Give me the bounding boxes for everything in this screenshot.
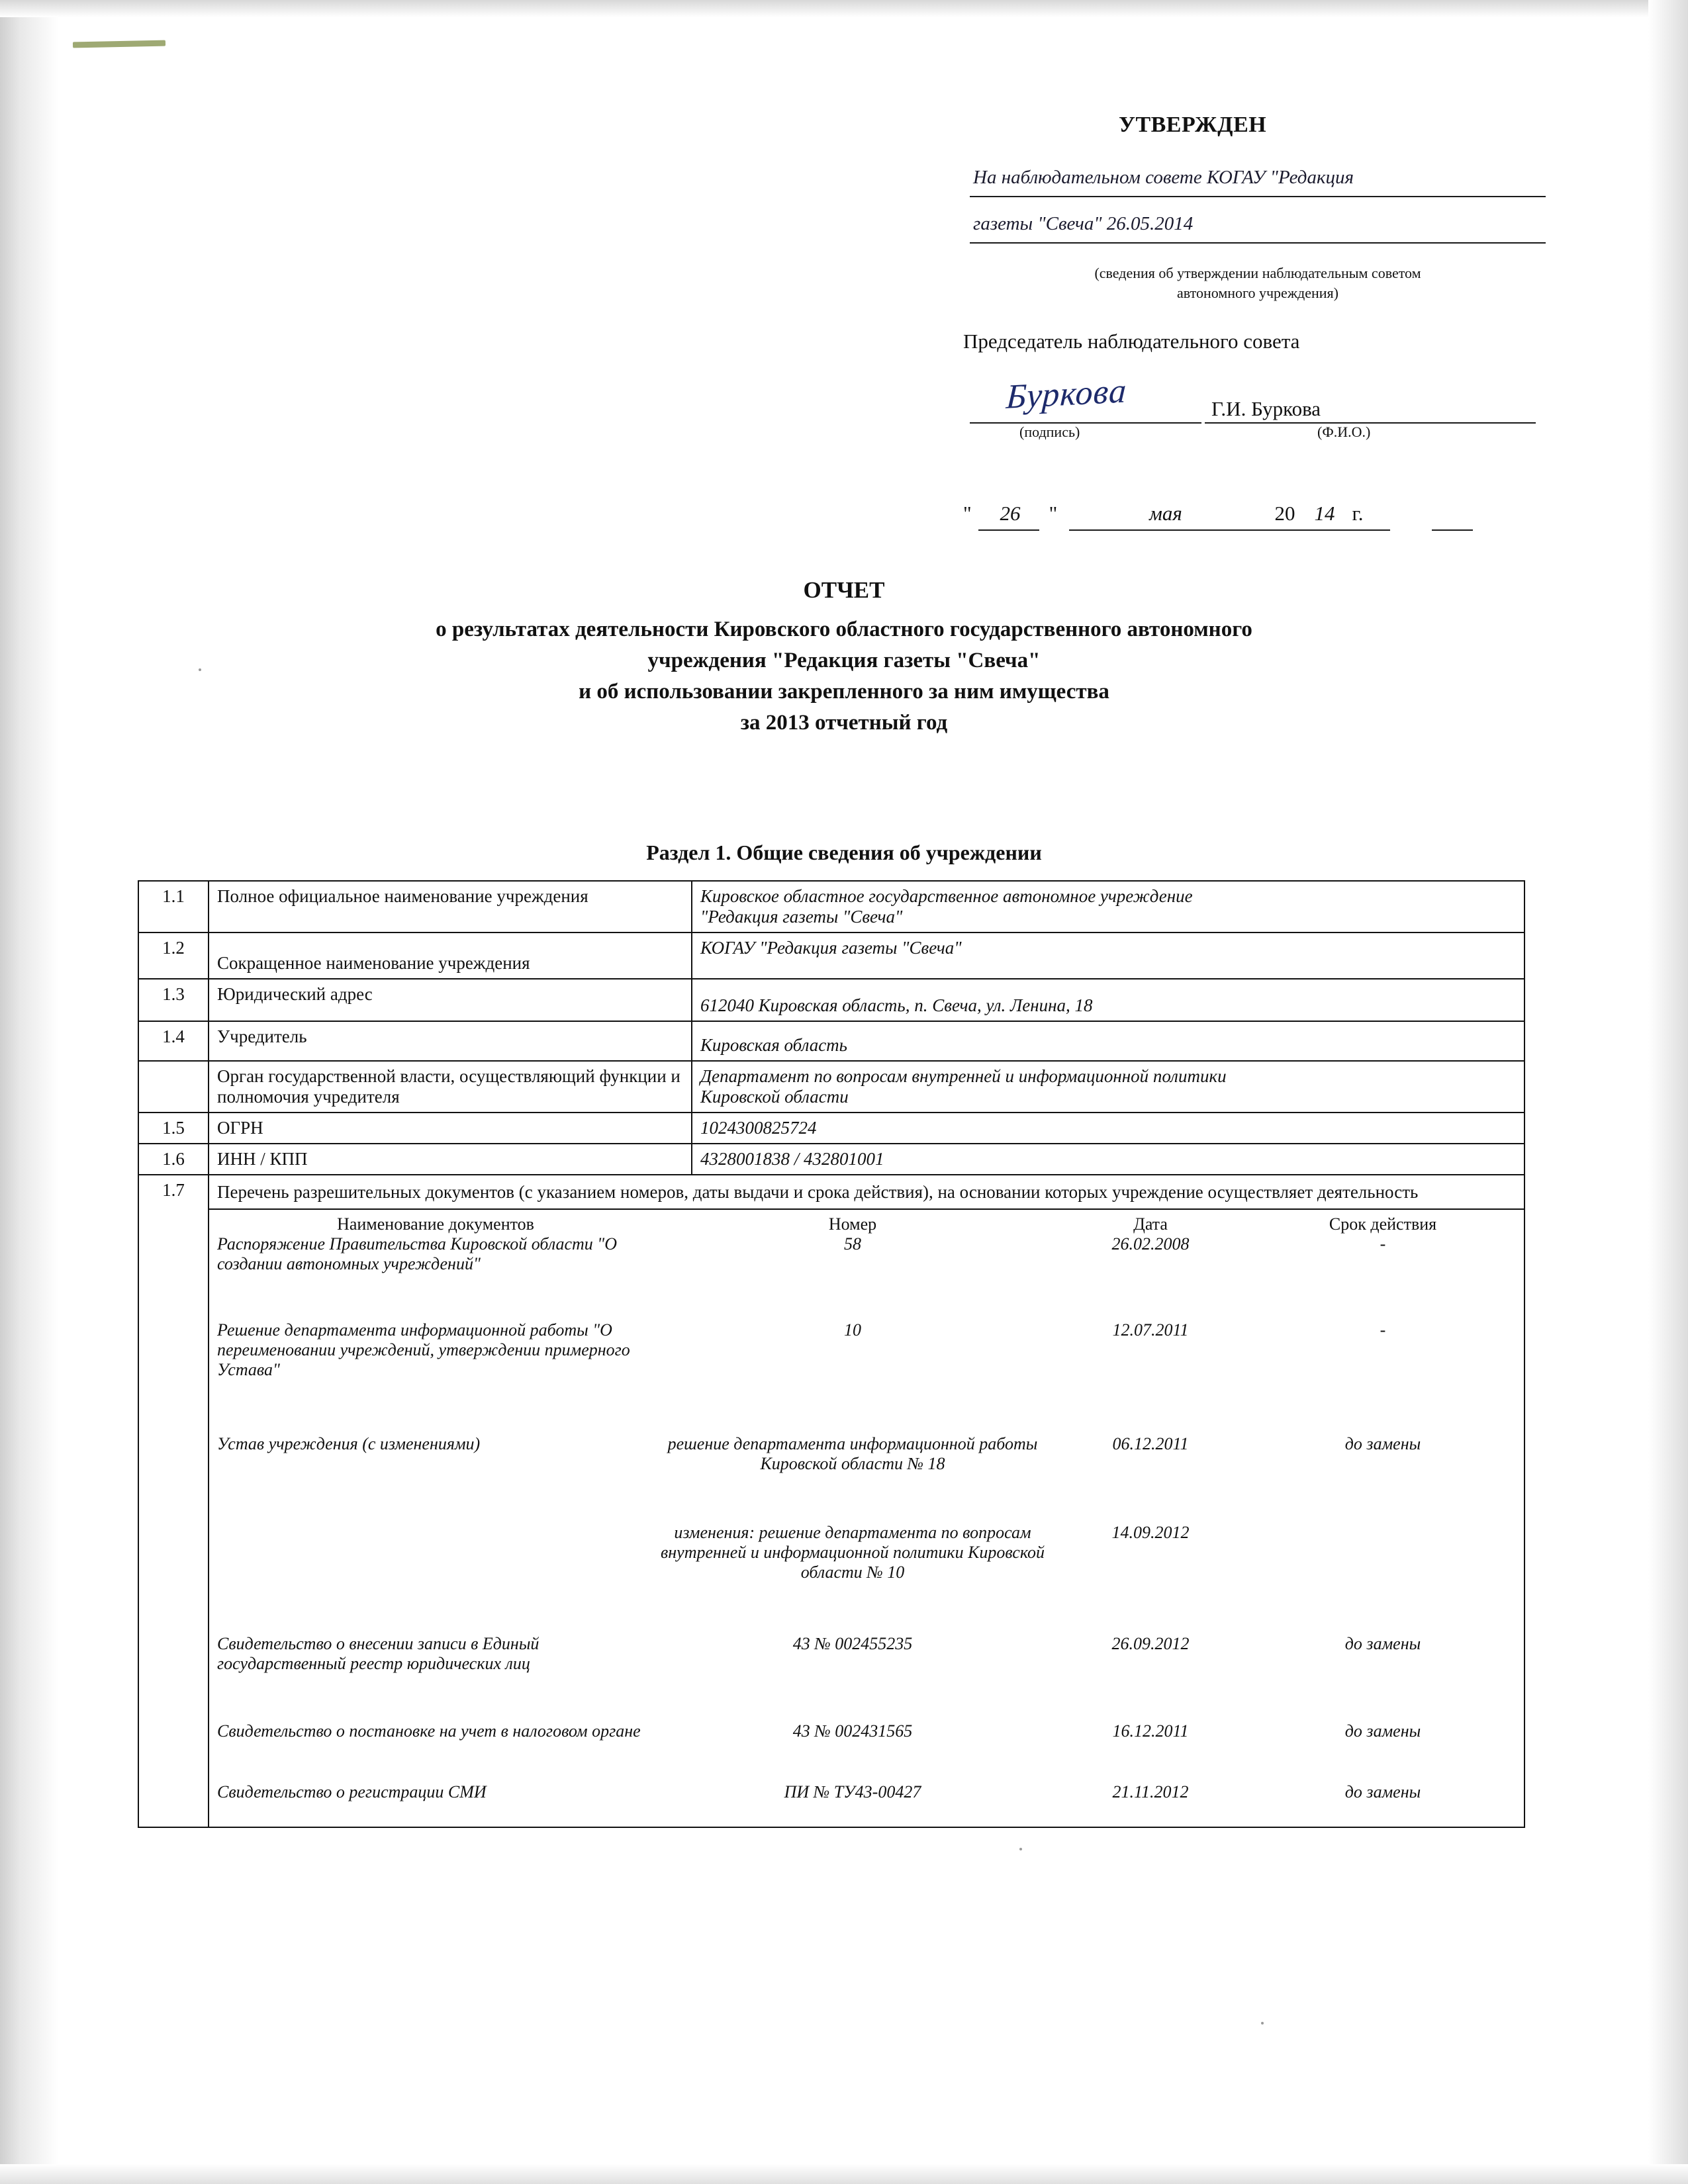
approval-caption: [993, 263, 1523, 303]
table-row: [138, 1113, 1524, 1144]
date-year-rule: [1432, 529, 1473, 531]
row-label-1-5: ОГРН: [209, 1113, 692, 1144]
row-number-1-3: 1.3: [138, 979, 209, 1021]
row-label-1-4b: Орган государственной власти, осуществляющий функции и полномочия учредителя: [209, 1061, 692, 1113]
permit-number: 43 № 002431565: [792, 1721, 913, 1741]
permit-number: 10: [844, 1320, 861, 1340]
date-year-prefix: 20: [1274, 502, 1295, 525]
row-number-1-5: 1.5: [138, 1113, 209, 1144]
signature-caption: (подпись): [1019, 424, 1080, 440]
row-value-1-5: 1024300825724: [692, 1113, 1524, 1144]
fio-caption: (Ф.И.О.): [1317, 424, 1371, 440]
permit-name: Решение департамента информационной работы "О переименовании учреждений, утверждении примерного Устава": [217, 1320, 630, 1379]
approval-rule-1: [970, 196, 1546, 197]
permit-name: Свидетельство о регистрации СМИ: [217, 1782, 487, 1801]
table-row: [138, 881, 1524, 933]
permit-term: до замены: [1344, 1721, 1421, 1741]
row-value-1-4b: [692, 1061, 1524, 1113]
row-value-1-1-line-1: Кировское областное государственное автономное учреждение: [700, 886, 1193, 906]
approval-caption-line-2: автономного учреждения): [1177, 285, 1338, 301]
section-1-title: Раздел 1. Общие сведения об учреждении: [646, 841, 1042, 864]
date-day-rule: [978, 529, 1039, 531]
row-label-1-6: ИНН / КПП: [209, 1144, 692, 1175]
approval-date-row: [963, 502, 1371, 525]
date-day: 26: [1000, 502, 1021, 525]
permit-date: 12.07.2011: [1112, 1320, 1189, 1340]
permits-table: [217, 1214, 1516, 1822]
scan-speck: [1019, 1848, 1022, 1850]
permits-col-number: Номер: [828, 1214, 877, 1234]
permit-name: Распоряжение Правительства Кировской области "О создании автономных учреждений": [217, 1234, 617, 1273]
permit-date: 06.12.2011: [1112, 1434, 1189, 1453]
row-value-1-2: КОГАУ "Редакция газеты "Свеча": [692, 933, 1524, 979]
handwritten-signature: Бурковa: [1005, 372, 1128, 416]
approval-caption-line-1: (сведения об утверждении наблюдательным советом: [1094, 265, 1421, 281]
row-label-1-1: Полное официальное наименование учреждения: [209, 881, 692, 933]
date-month: мая: [1149, 502, 1182, 525]
table-row: [138, 1061, 1524, 1113]
permits-row: [217, 1434, 1516, 1523]
row-value-1-6: 4328001838 / 432801001: [692, 1144, 1524, 1175]
permit-name: Свидетельство о постановке на учет в налоговом органе: [217, 1721, 641, 1741]
row-label-1-3: Юридический адрес: [209, 979, 692, 1021]
row-value-1-4b-line-2: Кировской области: [700, 1087, 849, 1107]
row-label-1-4: Учредитель: [209, 1021, 692, 1061]
approved-title: УТВЕРЖДЕН: [1119, 113, 1267, 137]
approval-council-line-1: На наблюдательном совете КОГАУ "Редакция: [973, 167, 1354, 188]
permits-row: [217, 1721, 1516, 1782]
permit-term: -: [1380, 1320, 1386, 1340]
date-year-suffix: 14: [1314, 502, 1335, 525]
approval-rule-2: [970, 242, 1546, 244]
permits-row: [217, 1234, 1516, 1320]
permits-row: [217, 1634, 1516, 1721]
date-quote-close: ": [1049, 502, 1058, 525]
date-quote-open: ": [963, 502, 972, 525]
report-subtitle-line-2: учреждения "Редакция газеты "Свеча": [647, 649, 1041, 672]
row-number-1-7-spacer: [138, 1209, 209, 1827]
chairman-fio: Г.И. Буркова: [1211, 397, 1321, 420]
row-number-1-1: 1.1: [138, 881, 209, 933]
permits-col-term: Срок действия: [1329, 1214, 1437, 1234]
table-row: [138, 1209, 1524, 1827]
approval-council-line-2: газеты "Свеча" 26.05.2014: [973, 213, 1194, 234]
row-value-1-4b-line-1: Департамент по вопросам внутренней и информационной политики: [700, 1066, 1227, 1086]
permit-number: изменения: решение департамента по вопросам внутренней и информационной политики Кировской области № 10: [660, 1523, 1045, 1582]
report-title: ОТЧЕТ: [803, 577, 885, 603]
report-subtitle-line-1: о результатах деятельности Кировского областного государственного автономного: [436, 617, 1252, 641]
table-row: [138, 1144, 1524, 1175]
permits-row: [217, 1782, 1516, 1822]
date-month-rule: [1069, 529, 1390, 531]
scan-speck: [1261, 2022, 1264, 2025]
row-label-1-2: Сокращенное наименование учреждения: [209, 933, 692, 979]
row-header-1-7: Перечень разрешительных документов (с указанием номеров, даты выдачи и срока действия), на основании которых учреждение осуществляет деятельность: [209, 1175, 1524, 1209]
permit-name: Устав учреждения (с изменениями): [217, 1434, 481, 1453]
permits-row: [217, 1320, 1516, 1434]
permit-number: ПИ № ТУ43-00427: [784, 1782, 921, 1801]
permit-term: до замены: [1344, 1782, 1421, 1801]
table-row: [138, 979, 1524, 1021]
general-info-table: [138, 880, 1525, 1828]
permits-col-name: Наименование документов: [337, 1214, 534, 1234]
permit-number: 58: [844, 1234, 861, 1253]
table-row: [138, 1021, 1524, 1061]
permit-term: до замены: [1344, 1634, 1421, 1653]
report-subtitle: [179, 614, 1509, 739]
permit-term: -: [1380, 1234, 1386, 1253]
permit-number: 43 № 002455235: [792, 1634, 913, 1653]
row-number-1-7: 1.7: [138, 1175, 209, 1209]
row-number-1-4b: [138, 1061, 209, 1113]
row-number-1-2: 1.2: [138, 933, 209, 979]
table-row: [138, 1175, 1524, 1209]
row-value-1-1-line-2: "Редакция газеты "Свеча": [700, 907, 903, 927]
chairman-label: Председатель наблюдательного совета: [963, 330, 1300, 353]
permit-date: 16.12.2011: [1112, 1721, 1189, 1741]
permits-header-row: [217, 1214, 1516, 1234]
signature-rule: [970, 422, 1201, 424]
permits-col-date: Дата: [1133, 1214, 1168, 1234]
row-value-1-4: Кировская область: [692, 1021, 1524, 1061]
report-subtitle-line-4: за 2013 отчетный год: [740, 711, 948, 735]
permit-name: Свидетельство о внесении записи в Единый государственный реестр юридических лиц: [217, 1634, 539, 1673]
permit-date: 14.09.2012: [1111, 1523, 1190, 1542]
row-number-1-6: 1.6: [138, 1144, 209, 1175]
permit-number: решение департамента информационной работы Кировской области № 18: [667, 1434, 1038, 1473]
row-number-1-4: 1.4: [138, 1021, 209, 1061]
permit-term: до замены: [1344, 1434, 1421, 1453]
permit-date: 26.02.2008: [1111, 1234, 1190, 1253]
scan-speck: [199, 668, 201, 671]
date-year-unit: г.: [1352, 502, 1364, 525]
report-subtitle-line-3: и об использовании закрепленного за ним имущества: [579, 680, 1109, 704]
permit-date: 21.11.2012: [1112, 1782, 1189, 1801]
table-row: [138, 933, 1524, 979]
row-value-1-1: [692, 881, 1524, 933]
row-value-1-3: 612040 Кировская область, п. Свеча, ул. Ленина, 18: [692, 979, 1524, 1021]
permits-table-cell: [209, 1209, 1524, 1827]
permit-date: 26.09.2012: [1111, 1634, 1190, 1653]
